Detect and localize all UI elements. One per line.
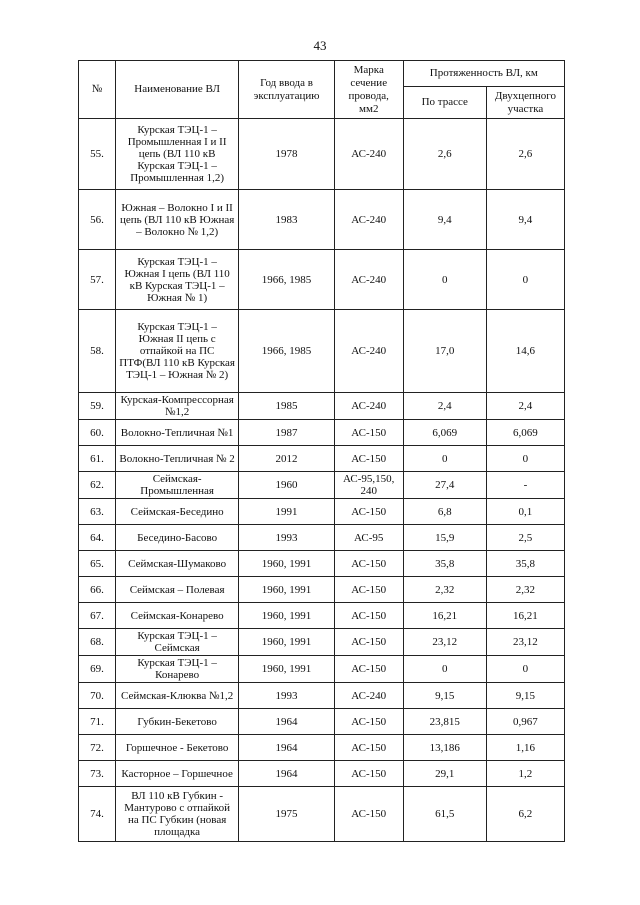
line-name: Курская ТЭЦ-1 – Южная I цепь (ВЛ 110 кВ Курская ТЭЦ-1 – Южная № 1): [115, 250, 238, 310]
table-row: [79, 656, 565, 683]
table-row: [79, 393, 565, 420]
route-length: 13,186: [403, 735, 486, 761]
route-length: 0: [403, 446, 486, 472]
line-name: Горшечное - Бекетово: [115, 735, 238, 761]
double-circuit-length: 9,4: [486, 190, 564, 250]
wire-grade: АС-240: [334, 310, 403, 393]
line-name: Губкин-Бекетово: [115, 709, 238, 735]
wire-grade: АС-150: [334, 499, 403, 525]
commission-year: 1966, 1985: [239, 250, 335, 310]
line-name: Волокно-Тепличная № 2: [115, 446, 238, 472]
route-length: 0: [403, 250, 486, 310]
wire-grade: АС-150: [334, 551, 403, 577]
route-length: 15,9: [403, 525, 486, 551]
double-circuit-length: 0,967: [486, 709, 564, 735]
commission-year: 1987: [239, 420, 335, 446]
double-circuit-length: -: [486, 472, 564, 499]
table-row: [79, 787, 565, 842]
header-row: [79, 61, 565, 87]
header-num: №: [79, 61, 116, 119]
double-circuit-length: 0,1: [486, 499, 564, 525]
double-circuit-length: 1,16: [486, 735, 564, 761]
row-number: 59.: [79, 393, 116, 420]
header-name: Наименование ВЛ: [115, 61, 238, 119]
row-number: 70.: [79, 683, 116, 709]
table-row: [79, 761, 565, 787]
wire-grade: АС-150: [334, 787, 403, 842]
route-length: 2,4: [403, 393, 486, 420]
route-length: 9,4: [403, 190, 486, 250]
wire-grade: АС-240: [334, 119, 403, 190]
header-double: Двухцепного участка: [486, 87, 564, 119]
double-circuit-length: 2,32: [486, 577, 564, 603]
header-wire: Марка сечение провода, мм2: [334, 61, 403, 119]
wire-grade: АС-150: [334, 735, 403, 761]
double-circuit-length: 23,12: [486, 629, 564, 656]
double-circuit-length: 35,8: [486, 551, 564, 577]
commission-year: 1960, 1991: [239, 656, 335, 683]
route-length: 2,32: [403, 577, 486, 603]
row-number: 57.: [79, 250, 116, 310]
commission-year: 1964: [239, 709, 335, 735]
row-number: 74.: [79, 787, 116, 842]
power-lines-table: [78, 60, 565, 842]
double-circuit-length: 2,4: [486, 393, 564, 420]
table-row: [79, 119, 565, 190]
commission-year: 2012: [239, 446, 335, 472]
wire-grade: АС-150: [334, 656, 403, 683]
wire-grade: АС-240: [334, 190, 403, 250]
line-name: Сеймская-Конарево: [115, 603, 238, 629]
table-row: [79, 190, 565, 250]
wire-grade: АС-240: [334, 250, 403, 310]
commission-year: 1983: [239, 190, 335, 250]
commission-year: 1978: [239, 119, 335, 190]
wire-grade: АС-150: [334, 629, 403, 656]
row-number: 73.: [79, 761, 116, 787]
line-name: ВЛ 110 кВ Губкин - Мантурово с отпайкой на ПС Губкин (новая площадка: [115, 787, 238, 842]
row-number: 65.: [79, 551, 116, 577]
row-number: 55.: [79, 119, 116, 190]
commission-year: 1993: [239, 525, 335, 551]
row-number: 61.: [79, 446, 116, 472]
row-number: 60.: [79, 420, 116, 446]
commission-year: 1960, 1991: [239, 629, 335, 656]
row-number: 63.: [79, 499, 116, 525]
line-name: Курская ТЭЦ-1 – Промышленная I и II цепь (ВЛ 110 кВ Курская ТЭЦ-1 – Промышленная 1,2): [115, 119, 238, 190]
table-row: [79, 683, 565, 709]
commission-year: 1975: [239, 787, 335, 842]
line-name: Сеймская-Беседино: [115, 499, 238, 525]
commission-year: 1985: [239, 393, 335, 420]
double-circuit-length: 0: [486, 656, 564, 683]
wire-grade: АС-150: [334, 761, 403, 787]
double-circuit-length: 2,5: [486, 525, 564, 551]
line-name: Касторное – Горшечное: [115, 761, 238, 787]
wire-grade: АС-150: [334, 603, 403, 629]
commission-year: 1993: [239, 683, 335, 709]
commission-year: 1960, 1991: [239, 577, 335, 603]
line-name: Курская-Компрессорная №1,2: [115, 393, 238, 420]
row-number: 72.: [79, 735, 116, 761]
double-circuit-length: 14,6: [486, 310, 564, 393]
line-name: Курская ТЭЦ-1 – Сеймская: [115, 629, 238, 656]
line-name: Сеймская – Полевая: [115, 577, 238, 603]
double-circuit-length: 6,2: [486, 787, 564, 842]
wire-grade: АС-150: [334, 420, 403, 446]
table-row: [79, 709, 565, 735]
row-number: 68.: [79, 629, 116, 656]
route-length: 6,069: [403, 420, 486, 446]
row-number: 66.: [79, 577, 116, 603]
double-circuit-length: 0: [486, 250, 564, 310]
commission-year: 1964: [239, 761, 335, 787]
route-length: 16,21: [403, 603, 486, 629]
route-length: 17,0: [403, 310, 486, 393]
line-name: Сеймская-Шумаково: [115, 551, 238, 577]
table-row: [79, 420, 565, 446]
wire-grade: АС-240: [334, 393, 403, 420]
table-row: [79, 735, 565, 761]
wire-grade: АС-150: [334, 709, 403, 735]
route-length: 23,12: [403, 629, 486, 656]
route-length: 35,8: [403, 551, 486, 577]
wire-grade: АС-150: [334, 577, 403, 603]
double-circuit-length: 9,15: [486, 683, 564, 709]
table-row: [79, 577, 565, 603]
header-route: По трассе: [403, 87, 486, 119]
table-row: [79, 629, 565, 656]
commission-year: 1960, 1991: [239, 551, 335, 577]
row-number: 64.: [79, 525, 116, 551]
header-length: Протяженность ВЛ, км: [403, 61, 564, 87]
row-number: 67.: [79, 603, 116, 629]
line-name: Волокно-Тепличная №1: [115, 420, 238, 446]
row-number: 69.: [79, 656, 116, 683]
wire-grade: АС-240: [334, 683, 403, 709]
line-name: Сеймская-Клюква №1,2: [115, 683, 238, 709]
line-name: Курская ТЭЦ-1 – Южная II цепь с отпайкой на ПС ПТФ(ВЛ 110 кВ Курская ТЭЦ-1 – Южная № 2): [115, 310, 238, 393]
route-length: 6,8: [403, 499, 486, 525]
route-length: 0: [403, 656, 486, 683]
route-length: 9,15: [403, 683, 486, 709]
line-name: Курская ТЭЦ-1 – Конарево: [115, 656, 238, 683]
double-circuit-length: 2,6: [486, 119, 564, 190]
route-length: 61,5: [403, 787, 486, 842]
wire-grade: АС-95: [334, 525, 403, 551]
line-name: Сеймская-Промышленная: [115, 472, 238, 499]
row-number: 71.: [79, 709, 116, 735]
double-circuit-length: 0: [486, 446, 564, 472]
table-row: [79, 499, 565, 525]
route-length: 29,1: [403, 761, 486, 787]
row-number: 56.: [79, 190, 116, 250]
route-length: 2,6: [403, 119, 486, 190]
line-name: Беседино-Басово: [115, 525, 238, 551]
table-row: [79, 472, 565, 499]
commission-year: 1966, 1985: [239, 310, 335, 393]
table-row: [79, 250, 565, 310]
wire-grade: АС-150: [334, 446, 403, 472]
table-row: [79, 446, 565, 472]
header-year: Год ввода в эксплуатацию: [239, 61, 335, 119]
table-row: [79, 551, 565, 577]
line-name: Южная – Волокно I и II цепь (ВЛ 110 кВ Южная – Волокно № 1,2): [115, 190, 238, 250]
double-circuit-length: 16,21: [486, 603, 564, 629]
double-circuit-length: 1,2: [486, 761, 564, 787]
table-row: [79, 525, 565, 551]
table-row: [79, 603, 565, 629]
page-number: 43: [313, 38, 327, 53]
commission-year: 1991: [239, 499, 335, 525]
row-number: 62.: [79, 472, 116, 499]
commission-year: 1960, 1991: [239, 603, 335, 629]
commission-year: 1960: [239, 472, 335, 499]
commission-year: 1964: [239, 735, 335, 761]
route-length: 27,4: [403, 472, 486, 499]
table-row: [79, 310, 565, 393]
route-length: 23,815: [403, 709, 486, 735]
row-number: 58.: [79, 310, 116, 393]
double-circuit-length: 6,069: [486, 420, 564, 446]
wire-grade: АС-95,150, 240: [334, 472, 403, 499]
